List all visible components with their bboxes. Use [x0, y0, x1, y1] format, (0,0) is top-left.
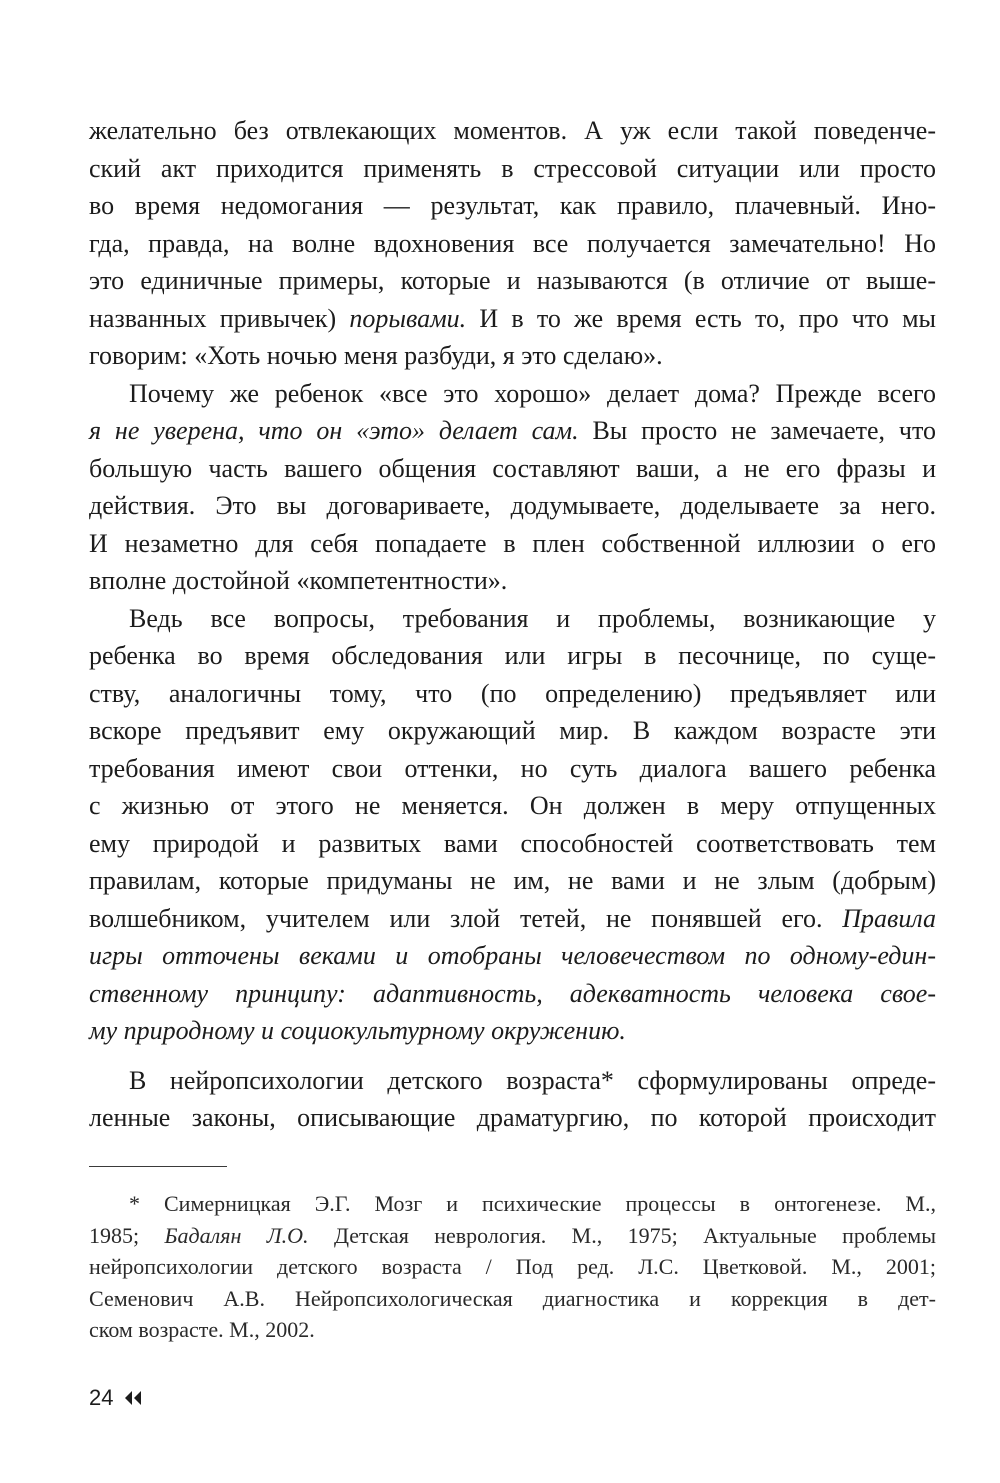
emphasis: я не уверена, что он «это» делает сам. [89, 416, 579, 445]
text-line: В нейропсихологии детского возраста* сформулированы опреде- [129, 1065, 936, 1095]
text-line: гда, правда, на волне вдохновения все получается замечательно! Но [89, 228, 936, 258]
footnote-line: Семенович А.В. Нейропсихологическая диагностика и коррекция в дет- [89, 1285, 936, 1311]
text-line: И незаметно для себя попадаете в плен собственной иллюзии о его [89, 528, 936, 558]
emphasis: Правила [842, 903, 936, 933]
text-line: действия. Это вы договариваете, додумываете, доделываете за него. [89, 491, 936, 520]
text-line: игры отточены веками и отобраны человечеством по одному-един- [89, 941, 936, 970]
text-line: волшебником, учителем или злой тетей, не понявшей его. Правила [89, 903, 936, 933]
text-line: ский акт приходится применять в стрессовой ситуации или просто [89, 153, 936, 183]
paragraph-1 [89, 112, 936, 375]
text-line: ству, аналогичны тому, что (по определению) предъявляет или [89, 678, 936, 708]
page-folio [89, 1385, 143, 1411]
footnote-line: ском возрасте. М., 2002. [89, 1317, 315, 1342]
footnote-line: 1985; Бадалян Л.О. Детская неврология. М., 1975; Актуальные проблемы [89, 1222, 936, 1248]
text-line: Почему же ребенок «все это хорошо» делает дома? Прежде всего [129, 378, 936, 408]
text-line: му природному и социокультурному окружению. [89, 1016, 626, 1045]
main-text [89, 112, 936, 1137]
text-line: с жизнью от этого не меняется. Он должен в меру отпущенных [89, 791, 936, 820]
text-line: названных привычек) порывами. И в то же время есть то, про что мы [89, 303, 936, 333]
text-line: во время недомогания — результат, как правило, плачевный. Ино- [89, 191, 936, 220]
emphasis: порывами. [349, 303, 467, 333]
double-chevron-left-icon [123, 1390, 143, 1406]
text-line: большую часть вашего общения составляют ваши, а не его фразы и [89, 453, 936, 483]
text-line: требования имеют свои оттенки, но суть диалога вашего ребенка [89, 753, 936, 783]
paragraph-4 [89, 1062, 936, 1137]
text-line: Ведь все вопросы, требования и проблемы, возникающие у [129, 603, 936, 633]
footnote-divider [89, 1166, 227, 1167]
text-line: вполне достойной «компетентности». [89, 566, 508, 595]
footnote-line: * Симерницкая Э.Г. Мозг и психические процессы в онтогенезе. М., [129, 1191, 936, 1216]
text-line: правилам, которые придуманы не им, не вами и не злым (добрым) [89, 866, 936, 895]
text-line: это единичные примеры, которые и называются (в отличие от выше- [89, 266, 936, 295]
emphasis: Бадалян Л.О. [164, 1222, 309, 1248]
text-line: ленные законы, описывающие драматургию, по которой происходит [89, 1103, 936, 1132]
footnote [89, 1188, 936, 1346]
text-line: ственному принципу: адаптивность, адекватность человека свое- [89, 978, 936, 1008]
paragraph-2 [89, 375, 936, 600]
paragraph-3 [89, 600, 936, 1050]
page-number: 24 [89, 1385, 114, 1410]
text-line: ему природой и развитых вами способностей соответствовать тем [89, 828, 936, 858]
text-line: говорим: «Хоть ночью меня разбуди, я это сделаю». [89, 341, 663, 370]
footnote-line: нейропсихологии детского возраста / Под ред. Л.С. Цветковой. М., 2001; [89, 1254, 936, 1279]
text-line: ребенка во время обследования или игры в песочнице, по суще- [89, 641, 936, 670]
text-line: я не уверена, что он «это» делает сам. Вы просто не замечаете, что [89, 416, 936, 445]
text-line: желательно без отвлекающих моментов. А уж если такой поведенче- [89, 116, 936, 145]
text-line: вскоре предъявит ему окружающий мир. В каждом возрасте эти [89, 716, 936, 745]
